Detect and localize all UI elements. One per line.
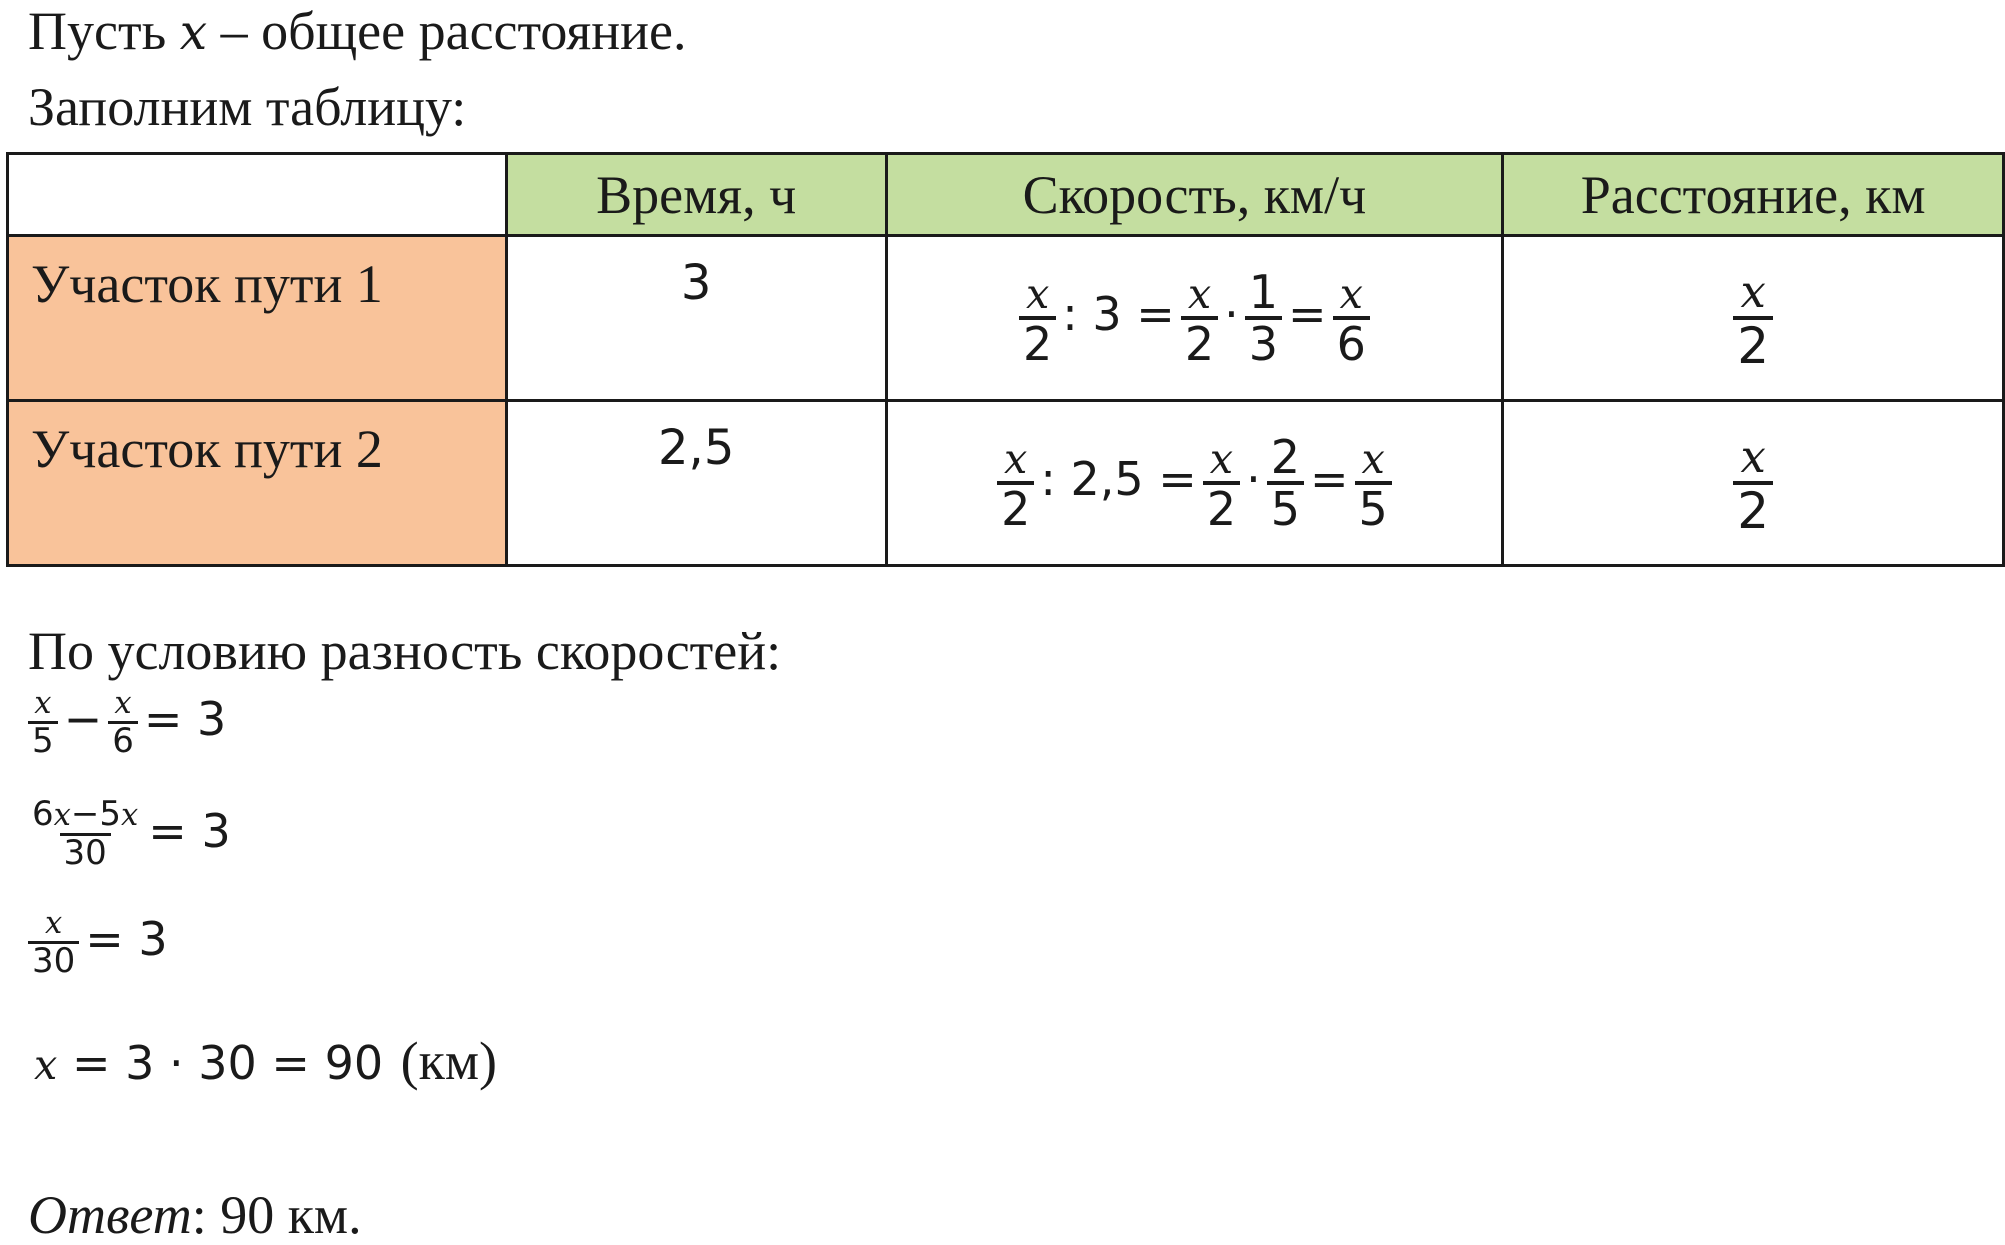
distance-expression <box>1733 429 1773 540</box>
math-text: 2 <box>1184 317 1215 372</box>
intro-variable: x <box>179 5 208 61</box>
math-operator <box>148 804 230 858</box>
math-operator <box>144 692 226 746</box>
math-operator <box>64 692 103 746</box>
result-unit: (км) <box>400 1031 497 1091</box>
math-text: 5 <box>32 720 54 761</box>
math-operator <box>1310 452 1349 506</box>
math-text: 2 <box>1737 482 1770 540</box>
speed-expression <box>1019 264 1370 372</box>
math-text: 6 <box>1336 317 1366 372</box>
condition-line: По условию разность скоростей: <box>28 621 782 681</box>
speed-cell <box>886 236 1503 401</box>
math-text: = 3 · 30 = 90 <box>57 1036 384 1090</box>
math-text: = 3 <box>143 691 227 746</box>
time-cell <box>506 236 886 401</box>
header-corner <box>8 154 507 236</box>
math-variable: x <box>1740 264 1766 318</box>
intro-let-prefix: Пусть <box>28 1 167 61</box>
math-variable: x <box>1209 434 1234 483</box>
distance-cell <box>1503 401 2004 566</box>
math-text: 3 <box>1248 316 1279 371</box>
equation-line <box>28 685 232 759</box>
table-row <box>8 236 2004 401</box>
fraction <box>108 685 138 759</box>
table-row <box>8 401 2004 566</box>
fraction-numerator <box>28 794 142 834</box>
math-text: · <box>1224 287 1239 342</box>
math-text: −5 <box>70 794 122 834</box>
fraction-numerator <box>1736 264 1769 317</box>
math-text: = 3 <box>85 911 168 966</box>
math-variable: x <box>34 686 52 721</box>
math-operator <box>1288 287 1327 341</box>
math-text: 2 <box>1206 482 1237 537</box>
math-text: 1 <box>1248 264 1279 319</box>
segment-label: Участок пути 2 <box>8 401 507 566</box>
math-operator <box>1040 452 1196 506</box>
time-value: 2,5 <box>658 420 735 476</box>
fraction-denominator <box>60 833 111 872</box>
fraction-numerator <box>1358 433 1389 481</box>
intro-line <box>28 1 687 61</box>
fraction-denominator <box>28 941 79 980</box>
fraction <box>1355 433 1392 537</box>
distance-expression <box>1733 264 1773 375</box>
header-distance: Расстояние, км <box>1503 154 2004 236</box>
result-line <box>28 1030 497 1092</box>
math-operator <box>34 1036 383 1090</box>
math-operator <box>1224 287 1239 341</box>
math-text: 2 <box>1270 429 1300 484</box>
speed-expression <box>997 429 1392 537</box>
equation-line <box>28 794 237 873</box>
header-time: Время, ч <box>506 154 886 236</box>
math-text: = 3 <box>148 803 231 858</box>
math-text: 2 <box>1001 482 1031 537</box>
fraction-numerator <box>1206 433 1237 481</box>
intro-let-suffix: – общее расстояние. <box>207 1 687 61</box>
fraction <box>28 905 79 979</box>
table-header-row <box>8 154 2004 236</box>
math-text: 2 <box>1737 317 1770 375</box>
fraction-numerator <box>110 685 135 721</box>
data-table <box>6 152 2005 567</box>
fraction-denominator <box>1203 481 1240 537</box>
fraction-denominator <box>28 721 58 760</box>
fraction-denominator <box>997 481 1034 537</box>
math-text: : 2,5 = <box>1040 452 1197 507</box>
segment-label: Участок пути 1 <box>8 236 507 401</box>
math-text: = <box>1310 452 1349 507</box>
math-text: · <box>1246 452 1261 507</box>
fraction <box>1181 268 1218 372</box>
fraction-numerator <box>1184 268 1215 316</box>
math-variable: x <box>1004 434 1028 483</box>
fraction-numerator <box>1000 433 1031 481</box>
fraction-denominator <box>1355 481 1392 537</box>
fraction-denominator <box>1733 316 1773 373</box>
result-expression <box>28 1036 389 1090</box>
fraction <box>28 685 58 759</box>
fraction <box>28 794 142 873</box>
math-text: : 3 = <box>1062 287 1175 342</box>
math-text: 30 <box>63 832 107 873</box>
fraction <box>1019 268 1056 372</box>
math-variable: x <box>1187 269 1212 318</box>
answer-label: Ответ <box>28 1185 192 1245</box>
fraction-numerator <box>1245 264 1282 319</box>
math-operator <box>85 912 167 966</box>
math-text: 5 <box>1358 482 1388 537</box>
fraction-denominator <box>1267 481 1304 536</box>
math-variable: x <box>1740 429 1766 483</box>
fill-table-line: Заполним таблицу: <box>28 77 467 137</box>
fraction <box>997 433 1034 537</box>
fraction <box>1733 429 1773 538</box>
fraction-numerator <box>1267 429 1304 484</box>
math-operator <box>1246 452 1261 506</box>
fraction <box>1267 429 1304 536</box>
fraction-denominator <box>1019 316 1056 372</box>
math-text: 2 <box>1023 317 1053 372</box>
answer-line <box>28 1185 362 1245</box>
math-text: 6 <box>112 720 134 761</box>
math-operator <box>1062 287 1175 341</box>
math-variable: x <box>34 1041 58 1089</box>
math-variable: x <box>53 798 71 833</box>
fraction-numerator <box>41 905 66 941</box>
fraction-denominator <box>108 721 138 760</box>
time-value: 3 <box>680 255 712 311</box>
math-variable: x <box>1025 269 1050 318</box>
fraction <box>1245 264 1282 371</box>
math-variable: x <box>45 906 63 941</box>
fraction-denominator <box>1181 316 1218 372</box>
distance-cell <box>1503 236 2004 401</box>
math-text: 30 <box>32 940 76 981</box>
speed-cell <box>886 401 1503 566</box>
fraction-numerator <box>1736 429 1769 482</box>
fraction-denominator <box>1245 316 1282 371</box>
math-text: − <box>63 691 103 746</box>
math-variable: x <box>1339 269 1363 318</box>
time-cell <box>506 401 886 566</box>
fraction-denominator <box>1333 316 1370 372</box>
answer-value: : 90 км. <box>191 1185 362 1245</box>
fraction <box>1333 268 1370 372</box>
math-text: 5 <box>1270 481 1300 536</box>
fraction-numerator <box>1336 268 1367 316</box>
header-speed: Скорость, км/ч <box>886 154 1503 236</box>
fraction <box>1203 433 1240 537</box>
math-text: 6 <box>32 794 54 834</box>
math-variable: x <box>1361 434 1385 483</box>
math-variable: x <box>121 798 139 833</box>
fraction-numerator <box>30 685 55 721</box>
fraction-denominator <box>1733 481 1773 538</box>
fraction <box>1733 264 1773 373</box>
math-variable: x <box>114 686 132 721</box>
math-text: = <box>1288 287 1327 342</box>
equation-line <box>28 905 174 979</box>
fraction-numerator <box>1022 268 1053 316</box>
